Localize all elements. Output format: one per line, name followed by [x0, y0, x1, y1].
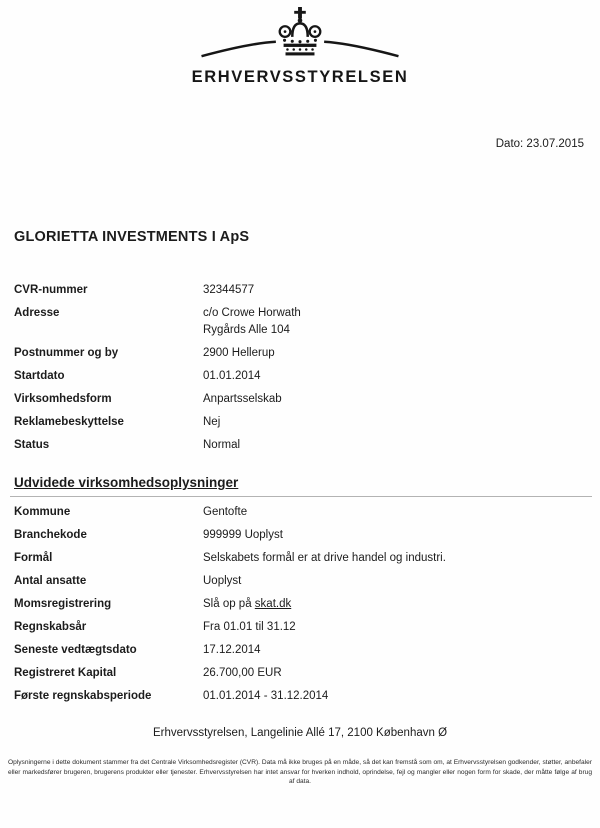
field-label: Virksomhedsform [14, 393, 112, 405]
document-date: Dato: 23.07.2015 [495, 138, 584, 150]
row-momsregistrering [14, 596, 586, 613]
danish-royal-crown-icon [280, 7, 321, 55]
field-value: Selskabets formål er at drive handel og industri. [203, 552, 446, 564]
footer-disclaimer: Oplysningerne i dette dokument stammer fra det Centrale Virksomhedsregister (CVR). Data må ikke bruges på en måde, så det kan fremstå som om, at Erhvervsstyrelsen godkender, støtter, anbefaler eller markedsfører brugeren, brugerens produkter eller tjenester. Erhvervsstyrelsen har intet ansvar for hverken indhold, oprindelse, fejl og mangler eller nogen form for skade, der måtte følge af brug af data. [8, 759, 592, 785]
field-label: Kommune [14, 506, 71, 518]
skat-dk-link[interactable]: skat.dk [254, 598, 292, 610]
row-reklamebeskyttelse [14, 414, 586, 431]
field-label: Status [14, 439, 50, 451]
field-label: CVR-nummer [14, 284, 88, 296]
row-status [14, 437, 586, 454]
row-antal-ansatte [14, 573, 586, 590]
field-label: Branchekode [14, 529, 87, 541]
field-value: Nej [203, 416, 221, 428]
field-label: Antal ansatte [14, 575, 87, 587]
field-label: Første regnskabsperiode [14, 690, 152, 702]
logo-arc-right [324, 42, 398, 56]
footer-address: Erhvervsstyrelsen, Langelinie Allé 17, 2100 København Ø [152, 727, 448, 739]
row-virksomhedsform [14, 391, 586, 408]
crown-logo-graphic [195, 6, 405, 62]
row-formaal [14, 550, 586, 567]
moms-text: Slå op på [203, 598, 255, 610]
row-registreret-kapital [14, 665, 586, 682]
field-label: Reklamebeskyttelse [14, 416, 124, 428]
field-value: Fra 01.01 til 31.12 [203, 621, 296, 633]
extended-info-table [14, 504, 586, 711]
field-value: Normal [203, 439, 241, 451]
field-label: Momsregistrering [14, 598, 112, 610]
field-label: Adresse [14, 307, 60, 319]
row-cvr-nummer [14, 282, 586, 299]
row-seneste-vedtaegtsdato [14, 642, 586, 659]
basic-info-table [14, 282, 586, 460]
logo-arc-left [202, 42, 276, 56]
row-startdato [14, 368, 586, 385]
extended-info-heading: Udvidede virksomhedsoplysninger [14, 475, 239, 490]
field-value: 32344577 [203, 284, 255, 296]
section-divider [10, 496, 592, 497]
field-label: Seneste vedtægtsdato [14, 644, 137, 656]
field-value: Gentofte [203, 506, 248, 518]
field-value: 26.700,00 EUR [203, 667, 282, 679]
field-label: Startdato [14, 370, 65, 382]
field-value: 01.01.2014 [203, 370, 261, 382]
field-value: Uoplyst [203, 575, 242, 587]
row-regnskabsaar [14, 619, 586, 636]
field-label: Postnummer og by [14, 347, 119, 359]
field-label: Regnskabsår [14, 621, 87, 633]
field-value: 01.01.2014 - 31.12.2014 [203, 690, 329, 702]
field-label: Formål [14, 552, 53, 564]
field-value: 999999 Uoplyst [203, 529, 283, 541]
field-value: Anpartsselskab [203, 393, 282, 405]
row-foerste-regnskabsperiode [14, 688, 586, 705]
field-value: 2900 Hellerup [203, 347, 275, 359]
field-value [203, 305, 586, 339]
address-line-2: Rygårds Alle 104 [203, 324, 290, 336]
company-title: GLORIETTA INVESTMENTS I ApS [14, 229, 250, 245]
row-branchekode [14, 527, 586, 544]
row-adresse [14, 305, 586, 339]
field-label: Registreret Kapital [14, 667, 117, 679]
field-value: 17.12.2014 [203, 644, 261, 656]
erhvervsstyrelsen-logo [190, 6, 410, 87]
logo-wordmark: ERHVERVSSTYRELSEN [191, 68, 409, 86]
address-line-1: c/o Crowe Horwath [203, 307, 301, 319]
row-kommune [14, 504, 586, 521]
field-value [203, 596, 586, 613]
row-postnummer-og-by [14, 345, 586, 362]
